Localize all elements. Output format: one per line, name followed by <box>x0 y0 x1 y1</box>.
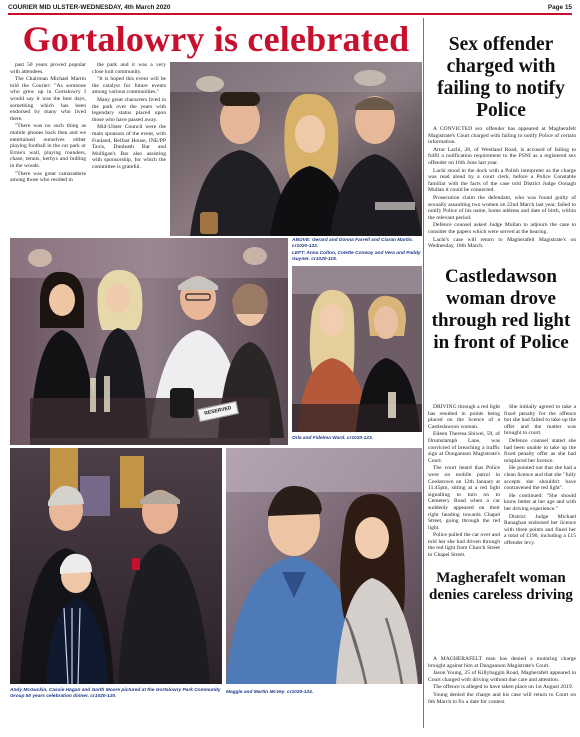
sidebar-headline-2: Castledawson woman drove through red light in front of Police <box>431 266 571 353</box>
paragraph: the park and it was a very close knit community. <box>92 62 166 75</box>
sidebar-headline-1: Sex offender charged with failing to notify Police <box>437 34 565 121</box>
photo-farrell-martin <box>170 62 422 236</box>
paragraph: Young denied the charge and his case will return to Court on 6th March to fix a date for contest. <box>428 691 576 705</box>
sidebar-story-3-text <box>428 656 576 732</box>
paragraph: Defence counsel stated she had been unable to take up the fixed penalty offer as she had misplaced her licence. <box>504 437 576 464</box>
paragraph: Jason Young, 25 of Killybaggin Road, Magherafelt appeared in Court charged with driving without due care and attention. <box>428 670 576 683</box>
paragraph: Police pulled the car over and told her she had driven through the red light from Church Street to Chapel Street. <box>428 532 500 559</box>
header-dateline: COURIER MID ULSTER-WEDNESDAY, 4th March 2020 <box>8 3 171 11</box>
paragraph: A CONVICTED sex offender has appeared at Magherafelt Magistrate's Court charged with failing to notify Police of certain information. <box>428 126 576 146</box>
photo-orla-fidelma <box>292 266 422 432</box>
paragraph: She initially agreed to take a fixed penalty for the offence but she had failed to take up the offer and the matter was brought to court. <box>504 404 576 437</box>
photo-maggie-martin <box>226 448 422 684</box>
caption-maggie-martin: Maggie and Martin McVey. cr1020-124. <box>226 690 314 695</box>
main-story-column-1 <box>10 62 86 234</box>
paragraph: Defence counsel asked Judge Mullan to adjourn the case to consider the papers which were served at the hearing. <box>428 222 576 235</box>
paragraph: Artur Lachi, 28, of Westland Road, is accused of failing to fulfil a notification requirement to the PSNI as a registered sex offender on 16th June last year. <box>428 146 576 166</box>
column-divider <box>423 18 424 728</box>
paragraph: Many great characters lived in the park over the years with legendary status placed upon those who have passed away. <box>92 96 166 123</box>
paragraph: Eileen Theresa Shiwei, 59, of Drumslamph Lane, was convicted of breaching a traffic sign at Dungannon Magistrate's Court. <box>428 431 500 464</box>
photo-mcguckin-hagan-moore <box>10 448 222 684</box>
reserved-sign: RESERVED <box>197 401 239 422</box>
paragraph: Mid-Ulster Council were the main sponsors of the event, with Funland, Belfast House, INE/PP Taxis, Dunleath Bar and Mulligan's Bar also assisting with sponsorship, for which the committee is grateful. <box>92 124 166 170</box>
paragraph: DRIVING through a red light has resulted in points being placed on the licence of a Castledawson woman. <box>428 404 500 430</box>
paragraph: He continued: "She should know better at her age and with her driving experience." <box>504 492 576 512</box>
photo-colton-conway-guyner <box>10 238 288 445</box>
header-rule <box>8 13 572 15</box>
paragraph: "There was great camaraderie among those who resided in <box>10 170 86 184</box>
caption-left: LEFT: Anna Colton, Colette Conway and Vera and Paddy Guyner. cr1020-119. <box>292 251 421 262</box>
paragraph: The court heard that Police were on mobile patrol in Cookstown on 12th January at 11.45pm, sitting at a red light signalling to turn on to Cemetery Road when a car suddenly appeared on their right heading towards Chapel Street, going through the red light. <box>428 465 500 531</box>
caption-above: ABOVE: Gerard and Donna Farrell and Ciaran Martin. cr1020-122. <box>292 238 414 249</box>
paragraph: "There was no such thing as mobile phones back then and we entertained ourselves either playing football in the car park or Ernie's wall, playing rounders, chase, tennis, kerbys and bulling in the woods. <box>10 123 86 169</box>
paragraph: He pointed out that she had a clean licence and that she "fully accepts she shouldn't have contravened the red light". <box>504 465 576 492</box>
paragraph: The Chairman Michael Martin told the Courier: "As someone who grew up in Gortalowry I would say it was the best days, something which has been endorsed by many who lived there. <box>10 76 86 122</box>
paragraph: A MAGHERAFELT man has denied a motoring charge brought against him at Dungannon Magistrate's Court. <box>428 656 576 669</box>
header-page-number: Page 15 <box>547 3 572 11</box>
paragraph: "It is hoped this event will be the catalyst for future events among various communities." <box>92 76 166 96</box>
sidebar-headline-3: Magherafelt woman denies careless driving <box>429 570 573 603</box>
sidebar-story-2-column-1 <box>428 404 500 564</box>
paragraph: District Judge Michael Ranaghan endorsed her licence with three points and fined her a total of £190, including a £15 offender levy. <box>504 513 576 546</box>
paragraph: The offence is alleged to have taken place on 1st August 2019. <box>433 684 574 691</box>
paragraph: Prosecution claim the defendant, who was found guilty of sexually assaulting two women on 22nd March last year, failed to notify Police of his name, home address and date of birth, within the relevant period. <box>428 194 576 221</box>
main-story-column-2 <box>92 62 166 234</box>
caption-orla-fidelma: Orla and Fidelma Ward. cr1020-123. <box>292 436 373 441</box>
main-headline: Gortalowry is celebrated <box>22 19 410 59</box>
paragraph: Lachi stood in the dock with a Polish interpreter as the charge was read aloud by a court clerk, before a Police Constable familiar with the facts of the case told District Judge Oonagh Mullan it could be connected. <box>428 167 576 194</box>
caption-andy-cassie-garth: Andy McGuckin, Cassie Hagan and Garth Moore pictured at the Gortalowry Park Community Group 50 years celebration dinner. cr1020-120. <box>10 688 221 699</box>
page-header <box>8 2 572 12</box>
sidebar-story-2-column-2 <box>504 404 576 564</box>
paragraph: past 50 years proved popular with attendees. <box>10 62 86 75</box>
sidebar-story-1-text <box>428 126 576 262</box>
paragraph: Lachi's case will return to Magherafelt Magistrate's on Wednesday, 18th March. <box>428 236 576 250</box>
